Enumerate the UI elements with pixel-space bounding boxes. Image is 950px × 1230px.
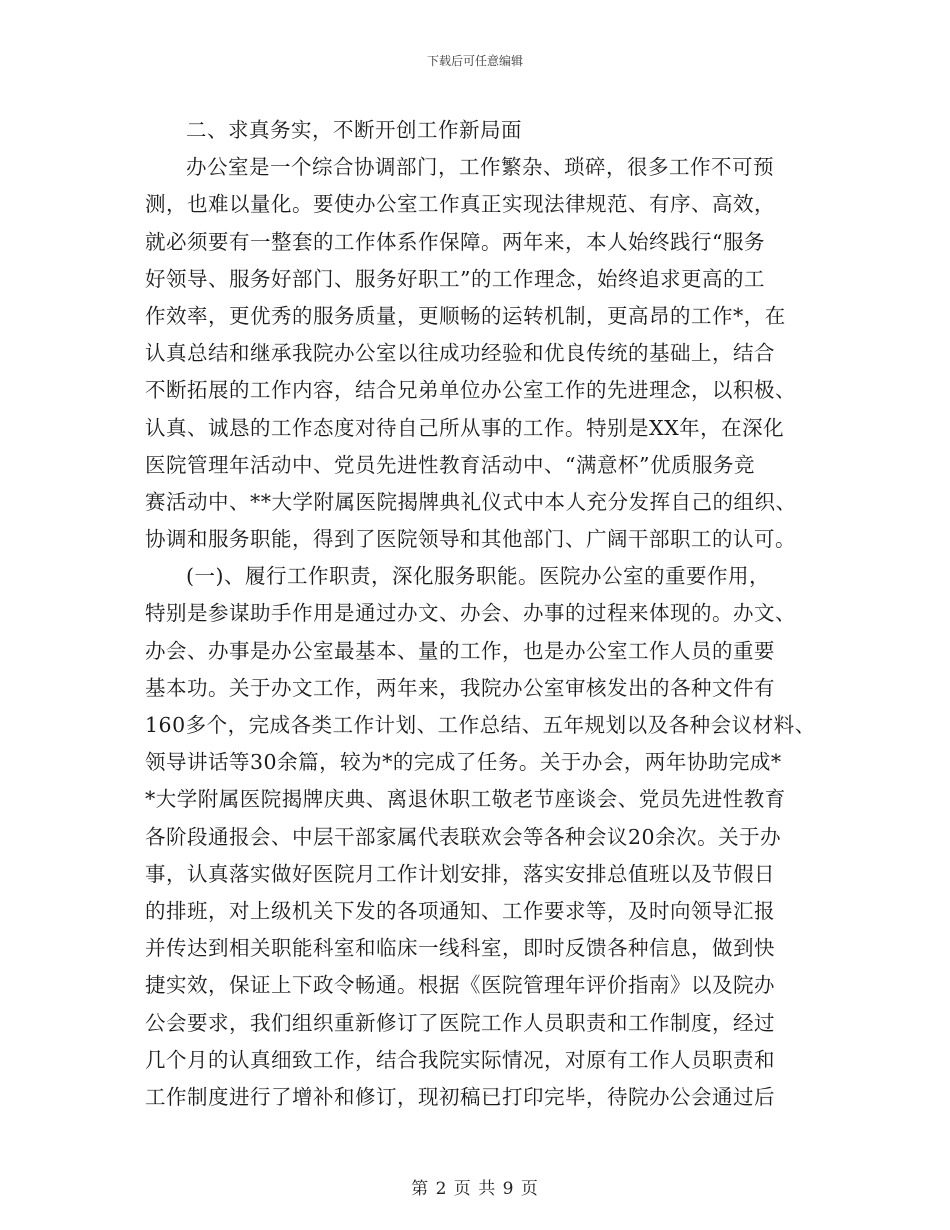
subsection-heading-line: (一)、履行工作职责，深化服务职能。医院办公室的重要作用，	[186, 564, 770, 589]
text-line: 领导讲话等30余篇，较为*的完成了任务。关于办会，两年协助完成*	[145, 750, 782, 775]
text-line: 认真、诚恳的工作态度对待自己所从事的工作。特别是XX年，在深化	[145, 415, 785, 440]
text-line: 160多个，完成各类工作计划、工作总结、五年规划以及各种会议材料、	[145, 713, 816, 737]
section-heading: 二、求真务实，不断开创工作新局面	[186, 118, 522, 142]
text-line: 办会、办事是办公室最基本、量的工作，也是办公室工作人员的重要	[145, 638, 775, 663]
text-line: 捷实效，保证上下政令畅通。根据《医院管理年评价指南》以及院办	[145, 973, 775, 998]
text-line: 基本功。关于办文工作，两年来，我院办公室审核发出的各种文件有	[145, 675, 775, 700]
text-line: 各阶段通报会、中层干部家属代表联欢会等各种会议20余次。关于办	[145, 824, 782, 849]
text-line: *大学附属医院揭牌庆典、离退休职工敬老节座谈会、党员先进性教育	[145, 787, 786, 812]
text-line: 并传达到相关职能科室和临床一线科室，即时反馈各种信息，做到快	[145, 936, 775, 961]
text-line: 的排班，对上级机关下发的各项通知、工作要求等，及时向领导汇报	[145, 898, 775, 923]
text-line: 好领导、服务好部门、服务好职工”的工作理念，始终追求更高的工	[145, 266, 765, 291]
text-line: 公会要求，我们组织重新修订了医院工作人员职责和工作制度，经过	[145, 1010, 775, 1035]
text-line: 事，认真落实做好医院月工作计划安排，落实安排总值班以及节假日	[145, 861, 775, 886]
text-line: 赛活动中、**大学附属医院揭牌典礼仪式中本人充分发挥自己的组织、	[145, 489, 797, 514]
text-line: 医院管理年活动中、党员先进性教育活动中、“满意杯”优质服务竞	[145, 452, 755, 477]
page-number: 第 2 页 共 9 页	[411, 1179, 539, 1199]
text-line: 特别是参谋助手作用是通过办文、办会、办事的过程来体现的。办文、	[145, 601, 796, 626]
page-header: 下载后可任意编辑	[426, 54, 523, 68]
text-line: 认真总结和继承我院办公室以往成功经验和优良传统的基础上，结合	[145, 341, 775, 366]
text-line: 就必须要有一整套的工作体系作保障。两年来，本人始终践行“服务	[145, 229, 765, 254]
text-line: 工作制度进行了增补和修订，现初稿已打印完毕，待院办公会通过后	[145, 1084, 775, 1109]
document-body	[145, 112, 815, 1116]
text-line: 不断拓展的工作内容，结合兄弟单位办公室工作的先进理念，以积极、	[145, 378, 796, 403]
text-line: 办公室是一个综合协调部门，工作繁杂、琐碎，很多工作不可预	[186, 155, 774, 180]
text-line: 测，也难以量化。要使办公室工作真正实现法律规范、有序、高效，	[145, 192, 775, 217]
text-line: 作效率，更优秀的服务质量，更顺畅的运转机制，更高昂的工作*，在	[145, 303, 786, 328]
text-line: 几个月的认真细致工作，结合我院实际情况，对原有工作人员职责和	[145, 1047, 775, 1072]
text-line: 协调和服务职能，得到了医院领导和其他部门、广阔干部职工的认可。	[145, 527, 796, 552]
